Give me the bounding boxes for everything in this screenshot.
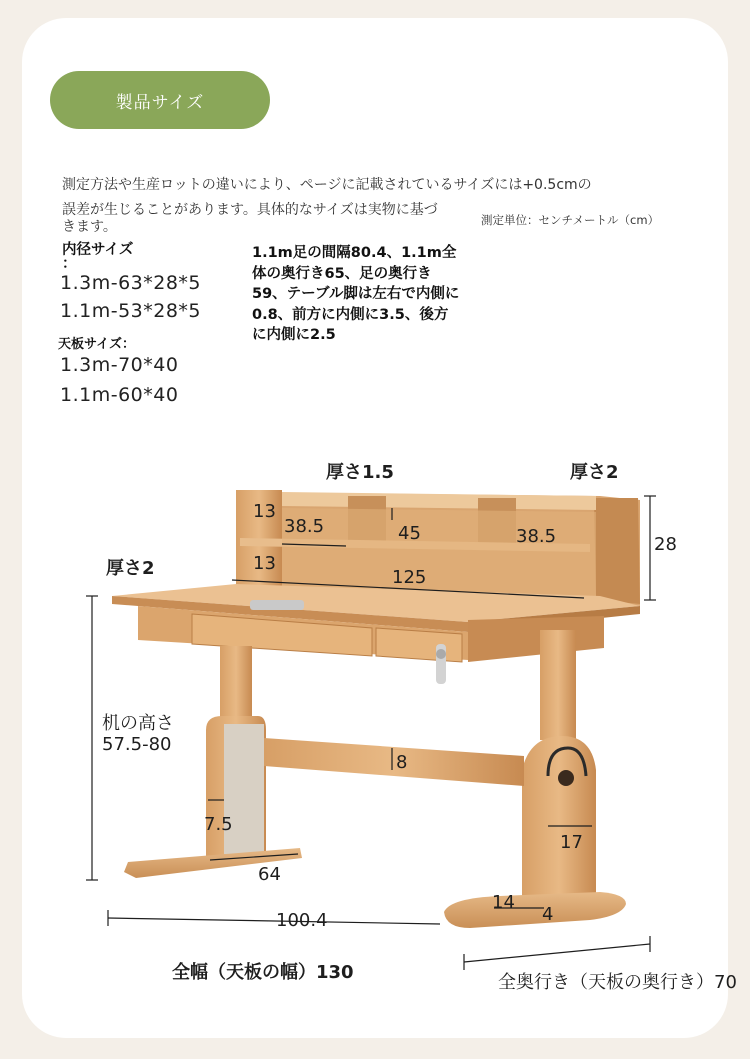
foot-height-2: 4 bbox=[542, 904, 554, 925]
shelf-total-height: 28 bbox=[654, 534, 677, 555]
thickness-left-label: 厚さ2 bbox=[106, 558, 155, 579]
desk-height-label: 机の高さ bbox=[102, 713, 174, 734]
crossbar-height: 8 bbox=[396, 752, 408, 773]
crossbar bbox=[264, 738, 524, 786]
top-size-1-3m: 1.3m-70*40 bbox=[60, 354, 179, 376]
shelf-width-1: 38.5 bbox=[284, 516, 325, 537]
desk-height-value: 57.5-80 bbox=[102, 734, 172, 755]
top-size-title: 天板サイズ： bbox=[58, 337, 135, 352]
shelf-width-2: 45 bbox=[398, 523, 421, 544]
measurement-unit: 測定単位：センチメートル（cm） bbox=[481, 213, 660, 227]
shelf-total-width: 125 bbox=[392, 567, 427, 588]
leg-spacing-note: 1.1m足の間隔80.4、1.1m全体の奥行き65、足の奥行き59、テーブル脚は左右で内側に0.8、前方に内側に3.5、後方に内側に2.5 bbox=[252, 245, 460, 343]
tolerance-note-line2: 誤差が生じることがあります。具体的なサイズは実物に基づきます。 bbox=[62, 202, 438, 235]
inner-size-title: 内径サイズ bbox=[62, 242, 134, 258]
leg-depth: 17 bbox=[560, 832, 583, 853]
section-title: 製品サイズ bbox=[115, 92, 205, 113]
leg-width: 7.5 bbox=[204, 814, 233, 835]
inner-size-1-3m: 1.3m-63*28*5 bbox=[60, 272, 202, 294]
leg-span: 100.4 bbox=[276, 910, 328, 931]
shelf-width-3: 38.5 bbox=[516, 526, 557, 547]
thickness-right-label: 厚さ2 bbox=[570, 462, 619, 483]
shelf-height-2: 13 bbox=[253, 553, 276, 574]
thickness-top-label: 厚さ1.5 bbox=[326, 462, 394, 483]
top-size-1-1m: 1.1m-60*40 bbox=[60, 384, 179, 406]
foot-length: 64 bbox=[258, 864, 281, 885]
foot-height-1: 14 bbox=[492, 892, 515, 913]
inner-size-1-1m: 1.1m-53*28*5 bbox=[60, 300, 202, 322]
inner-size-colon: ： bbox=[62, 256, 77, 272]
total-depth-label: 全奥行き（天板の奥行き）70 bbox=[498, 972, 737, 993]
total-width-label: 全幅（天板の幅）130 bbox=[172, 962, 354, 983]
tolerance-note-line1: 測定方法や生産ロットの違いにより、ページに記載されているサイズには+0.5cmの bbox=[62, 177, 592, 193]
shelf-height-1: 13 bbox=[253, 501, 276, 522]
